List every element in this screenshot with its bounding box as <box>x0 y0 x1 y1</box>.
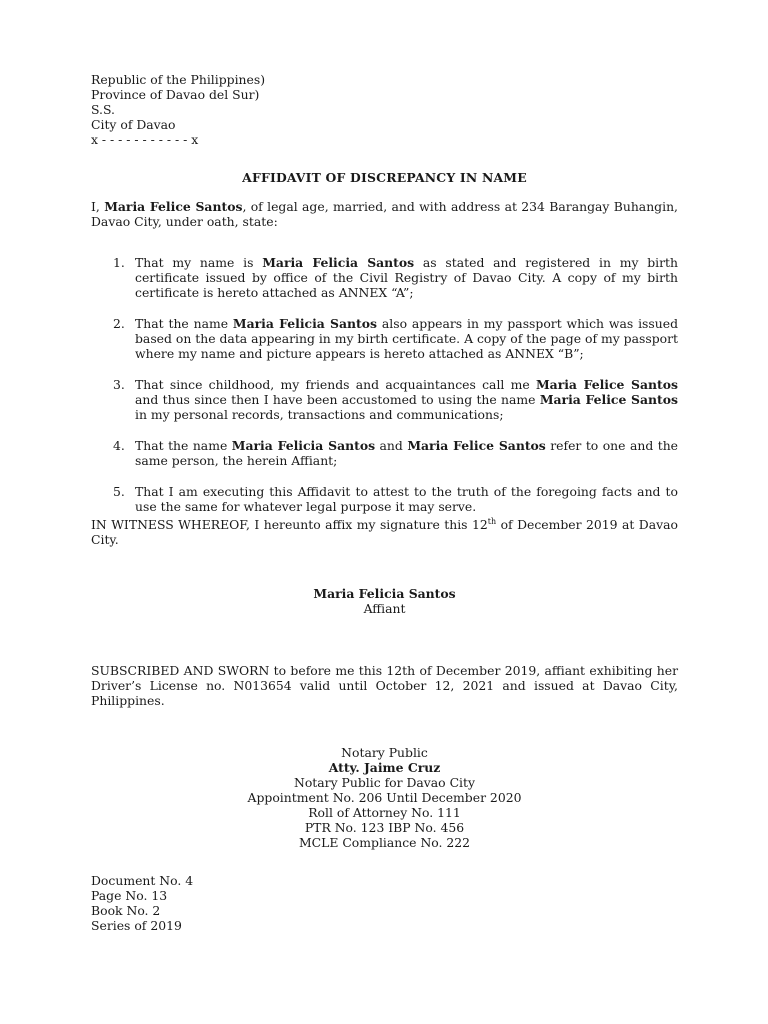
witness-text: IN WITNESS WHEREOF, I hereunto affix my signature this 12 <box>91 517 488 532</box>
notary-commission: Notary Public for Davao City <box>293 775 476 790</box>
signature-block <box>91 586 678 616</box>
document-number: Document No. 4 <box>91 873 194 888</box>
venue-line-ss: S.S. <box>91 102 115 117</box>
item-text: as stated and registered in my birth certificate issued by office of the Civil Registry of Davao City. A copy of my birth certificate is hereto attached as ANNEX “A”; <box>135 255 678 300</box>
item-bold-name: Maria Felice Santos <box>407 438 546 453</box>
jurat-paragraph: SUBSCRIBED AND SWORN to before me this 12th of December 2019, affiant exhibiting her Driver’s License no. N013654 valid until October 12, 2021 and issued at Davao City, Philippines. <box>91 663 678 708</box>
item-number: 2. <box>113 316 125 331</box>
item-text: and <box>375 438 408 453</box>
item-number: 4. <box>113 438 125 453</box>
page-number: Page No. 13 <box>91 888 168 903</box>
witness-paragraph <box>91 517 678 547</box>
notary-appointment: Appointment No. 206 Until December 2020 <box>247 790 522 805</box>
list-item <box>91 255 678 300</box>
document-title: AFFIDAVIT OF DISCREPANCY IN NAME <box>242 170 527 185</box>
statement-list <box>91 255 678 514</box>
item-number: 3. <box>113 377 125 392</box>
document-register-info <box>91 873 678 933</box>
notary-name: Atty. Jaime Cruz <box>328 760 441 775</box>
item-text: also appears in my passport which was issued based on the data appearing in my birth certificate. A copy of the page of my passport where my name and picture appears is hereto attached as ANNEX “B”; <box>135 316 679 361</box>
item-bold-name: Maria Felicia Santos <box>232 316 378 331</box>
item-bold-name: Maria Felicia Santos <box>231 438 376 453</box>
venue-block <box>91 72 678 147</box>
notary-mcle: MCLE Compliance No. 222 <box>298 835 471 850</box>
notary-block <box>91 745 678 850</box>
book-number: Book No. 2 <box>91 903 161 918</box>
item-text: That the name <box>135 438 232 453</box>
item-number: 5. <box>113 484 125 499</box>
item-text: and thus since then I have been accustomed to using the name <box>135 392 540 407</box>
affiant-alias-name: Maria Felice Santos <box>104 199 243 214</box>
witness-ordinal-suffix: th <box>487 517 497 526</box>
list-item <box>91 377 678 422</box>
item-text: That the name <box>135 316 233 331</box>
list-item <box>91 438 678 468</box>
affidavit-page <box>91 72 678 933</box>
venue-line-province: Province of Davao del Sur) <box>91 87 260 102</box>
item-text: in my personal records, transactions and communications; <box>135 407 504 422</box>
item-bold-name: Maria Felice Santos <box>535 377 678 392</box>
witness-text: of December 2019 at Davao City. <box>91 517 678 547</box>
item-text: That since childhood, my friends and acquaintances call me <box>135 377 536 392</box>
notary-label: Notary Public <box>341 745 428 760</box>
item-text: refer to one and the same person, the herein Affiant; <box>135 438 679 468</box>
item-bold-name: Maria Felicia Santos <box>262 255 415 270</box>
list-item <box>91 484 678 514</box>
signatory-role: Affiant <box>363 601 406 616</box>
venue-separator: x - - - - - - - - - - - x <box>91 132 199 147</box>
intro-rest: , of legal age, married, and with address at 234 Barangay Buhangin, Davao City, under oath, state: <box>91 199 678 229</box>
venue-line-city: City of Davao <box>91 117 176 132</box>
notary-roll-of-attorney: Roll of Attorney No. 111 <box>308 805 461 820</box>
item-number: 1. <box>113 255 125 270</box>
notary-ptr-ibp: PTR No. 123 IBP No. 456 <box>304 820 465 835</box>
intro-paragraph <box>91 199 678 229</box>
item-bold-name: Maria Felice Santos <box>539 392 678 407</box>
venue-line-country: Republic of the Philippines) <box>91 72 266 87</box>
series-year: Series of 2019 <box>91 918 182 933</box>
list-item <box>91 316 678 361</box>
item-text: That I am executing this Affidavit to attest to the truth of the foregoing facts and to use the same for whatever legal purpose it may serve. <box>135 484 678 514</box>
item-text: That my name is <box>135 255 263 270</box>
signatory-name: Maria Felicia Santos <box>313 586 456 601</box>
intro-prefix: I, <box>91 199 105 214</box>
